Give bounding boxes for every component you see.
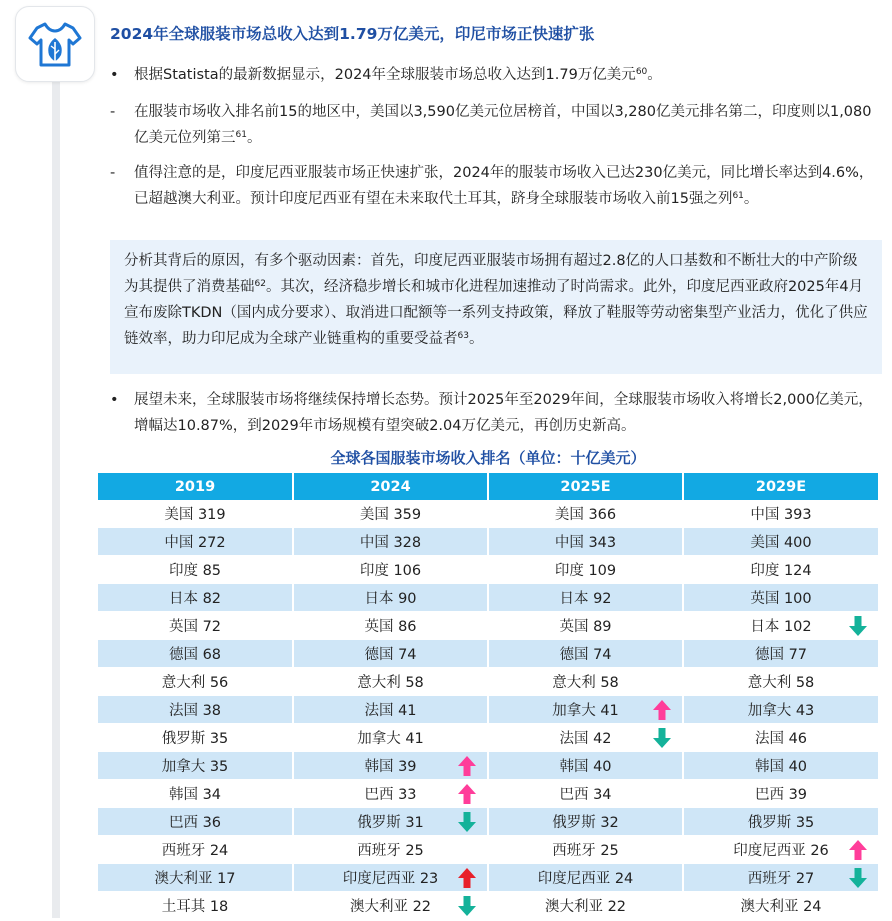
cell-text: 澳大利亚 22 [544,899,627,915]
analysis-highlight-box: 分析其背后的原因，有多个驱动因素：首先，印度尼西亚服装市场拥有超过2.8亿的人口基数和不断壮大的中产阶级为其提供了消费基础$^{62}$。其次，经济稳步增长和城市化进程加速推动了时尚需求。此外，印度尼西亚政府2025年4月宣布废除TKDN（国内成分要求）、取消进口配额等一系列支持政策，释放了鞋服等劳动密集型产业活力，优化了供应链效率，助力印尼成为全球产业链重构的重要受益者$^{63}$。 [110,240,882,374]
table-cell [293,612,488,640]
table-cell [488,752,683,780]
tshirt-leaf-icon [27,18,83,70]
table-cell [98,864,293,892]
column-header: 2029E [683,473,878,500]
bullet-marker: • [110,67,119,83]
footnote-ref[interactable]: 61 [732,191,744,201]
cell-text: 印度尼西亚 26 [733,843,829,859]
table-cell [683,752,878,780]
table-cell [293,724,488,752]
section-icon-box [15,6,95,82]
section-rail [52,80,60,918]
cell-text: 法国 46 [754,731,808,747]
dash-marker: - [110,104,116,120]
cell-text: 英国 100 [750,591,812,607]
table-cell [683,584,878,612]
table-cell [683,808,878,836]
cell-text: 印度尼西亚 24 [537,871,634,887]
table-row [98,612,878,640]
table-cell [488,836,683,864]
table-cell [683,892,878,920]
cell-text: 澳大利亚 17 [154,871,236,887]
table-row [98,584,878,612]
cell-text: 意大利 58 [747,675,815,691]
cell-text: 美国 319 [164,507,226,523]
cell-text: 俄罗斯 35 [161,731,229,747]
cell-text: 意大利 58 [552,675,619,691]
table-cell [488,640,683,668]
table-cell [293,528,488,556]
down-arrow-icon [652,727,672,749]
cell-text: 德国 74 [364,647,417,663]
cell-text: 俄罗斯 32 [552,815,619,831]
cell-text: 俄罗斯 31 [357,815,424,831]
cell-text: 英国 86 [364,619,417,635]
page-title: 2024年全球服装市场总收入达到1.79万亿美元，印尼市场正快速扩张 [110,25,595,43]
table-row [98,780,878,808]
footnote-ref[interactable]: 62 [254,279,266,289]
table-cell [293,500,488,528]
cell-text: 韩国 39 [364,759,417,775]
footnote-ref[interactable]: 61 [235,130,247,140]
cell-text: 意大利 56 [161,675,229,691]
table-cell [488,864,683,892]
cell-text: 俄罗斯 35 [747,815,815,831]
table-row [98,640,878,668]
table-row [98,500,878,528]
table-cell [488,808,683,836]
table-cell [293,640,488,668]
cell-text: 加拿大 43 [747,703,815,719]
table-row [98,808,878,836]
table-cell [98,892,293,920]
table-cell [488,724,683,752]
cell-text: 加拿大 41 [552,703,619,719]
table-cell [98,752,293,780]
cell-text: 澳大利亚 24 [740,899,822,915]
down-arrow-icon [457,811,477,833]
column-header: 2025E [488,473,683,500]
cell-text: 美国 400 [750,535,812,551]
table-cell [488,500,683,528]
up-arrow-icon [457,783,477,805]
up-arrow-icon [457,755,477,777]
cell-text: 德国 74 [559,647,612,663]
cell-text: 韩国 40 [559,759,612,775]
table-cell [683,500,878,528]
cell-text: 中国 343 [554,535,617,551]
table-cell [98,668,293,696]
table-cell [98,556,293,584]
table-cell [683,640,878,668]
table-cell [293,668,488,696]
table-cell [683,696,878,724]
bullet-paragraph-1: • 根据Statista的最新数据显示，2024年全球服装市场总收入达到1.79万亿美元$^{60}$。 [110,62,882,88]
table-cell [683,780,878,808]
table-row [98,528,878,556]
cell-text: 日本 82 [168,591,222,607]
cell-text: 法国 41 [364,703,417,719]
table-cell [98,780,293,808]
down-arrow-icon [848,867,868,889]
cell-text: 中国 272 [164,535,226,551]
table-cell [683,528,878,556]
table-row [98,668,878,696]
cell-text: 西班牙 25 [552,843,619,859]
table-cell [98,640,293,668]
table-cell [293,808,488,836]
cell-text: 德国 68 [168,647,222,663]
down-arrow-icon [848,615,868,637]
table-row [98,696,878,724]
table-cell [488,556,683,584]
bullet-paragraph-3: - 值得注意的是，印度尼西亚服装市场正快速扩张，2024年的服装市场收入已达230亿美元，同比增长率达到4.6%，已超越澳大利亚。预计印度尼西亚有望在未来取代土耳其，跻身全球服装市场收入前15强之列$^{61}$。 [110,160,882,212]
table-cell [683,724,878,752]
down-arrow-icon [457,895,477,917]
table-cell [98,500,293,528]
cell-text: 加拿大 35 [161,759,229,775]
table-cell [488,780,683,808]
table-row [98,892,878,920]
cell-text: 西班牙 27 [747,871,815,887]
footnote-ref[interactable]: 63 [457,331,469,341]
table-cell [293,836,488,864]
table-cell [293,892,488,920]
table-cell [293,752,488,780]
table-cell [98,836,293,864]
table-cell [683,612,878,640]
table-caption: 全球各国服装市场收入排名（单位：十亿美元） [330,449,646,467]
cell-text: 法国 42 [559,731,612,747]
table-row [98,724,878,752]
cell-text: 巴西 39 [754,787,808,803]
up-arrow-icon [848,839,868,861]
cell-text: 加拿大 41 [357,731,424,747]
table-header-row [98,473,878,500]
table-cell [683,864,878,892]
column-header: 2019 [98,473,293,500]
cell-text: 美国 366 [554,507,617,523]
cell-text: 中国 393 [750,507,812,523]
table-cell [488,696,683,724]
cell-text: 西班牙 24 [161,843,229,859]
cell-text: 日本 102 [750,619,812,635]
outlook-paragraph: • 展望未来，全球服装市场将继续保持增长态势。预计2025年至2029年间，全球服装市场收入将增长2,000亿美元，增幅达10.87%，到2029年市场规模有望突破2.04万亿美元，再创历史新高。 [110,387,882,439]
table-row [98,836,878,864]
cell-text: 土耳其 18 [161,899,229,915]
table-cell [683,836,878,864]
cell-text: 巴西 36 [168,815,222,831]
table-row [98,864,878,892]
cell-text: 英国 72 [168,619,222,635]
table-cell [98,584,293,612]
table-body [98,500,878,920]
bullet-paragraph-2: - 在服装市场收入排名前15的地区中，美国以3,590亿美元位居榜首，中国以3,280亿美元排名第二，印度则以1,080亿美元位列第三$^{61}$。 [110,99,882,151]
cell-text: 意大利 58 [357,675,424,691]
table-cell [293,584,488,612]
cell-text: 韩国 40 [754,759,808,775]
table-cell [683,556,878,584]
cell-text: 西班牙 25 [357,843,424,859]
cell-text: 印度 106 [359,563,422,579]
table-cell [488,668,683,696]
table-row [98,752,878,780]
cell-text: 英国 89 [559,619,612,635]
column-header: 2024 [293,473,488,500]
footnote-ref[interactable]: 60 [635,67,648,77]
cell-text: 印度 85 [168,563,222,579]
table-cell [293,696,488,724]
up-arrow-icon [652,699,672,721]
table-cell [98,528,293,556]
cell-text: 澳大利亚 22 [349,899,432,915]
table-cell [293,780,488,808]
cell-text: 印度尼西亚 23 [342,871,439,887]
cell-text: 韩国 34 [168,787,222,803]
cell-text: 巴西 34 [559,787,612,803]
cell-text: 中国 328 [359,535,422,551]
ranking-table [98,473,878,920]
table-row [98,556,878,584]
cell-text: 日本 90 [364,591,417,607]
cell-text: 德国 77 [754,647,808,663]
bullet-marker: • [110,392,119,408]
cell-text: 印度 109 [554,563,617,579]
table-cell [98,724,293,752]
table-cell [98,808,293,836]
table-cell [98,696,293,724]
cell-text: 法国 38 [168,703,222,719]
table-cell [293,556,488,584]
up-arrow-icon [457,867,477,889]
table-cell [683,668,878,696]
dash-marker: - [110,165,116,181]
table-cell [98,612,293,640]
table-cell [488,584,683,612]
table-cell [488,612,683,640]
cell-text: 巴西 33 [364,787,417,803]
table-cell [488,528,683,556]
cell-text: 美国 359 [359,507,422,523]
cell-text: 印度 124 [750,563,812,579]
table-cell [293,864,488,892]
table-cell [488,892,683,920]
cell-text: 日本 92 [559,591,612,607]
